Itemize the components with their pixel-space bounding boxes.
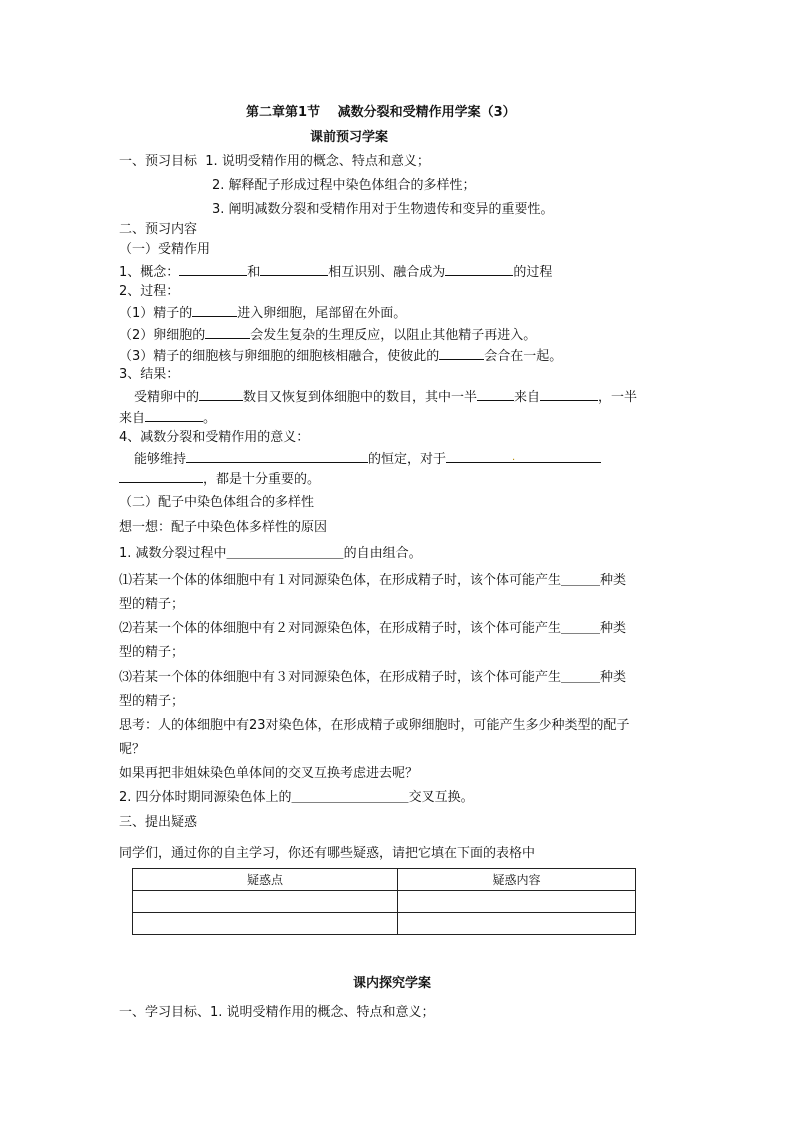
question-1-1-cont: 型的精子； bbox=[119, 597, 185, 612]
preview-goals bbox=[119, 153, 430, 171]
result-line-1 bbox=[134, 387, 637, 407]
question-text: 交叉互换。 bbox=[408, 790, 474, 805]
step-text: （3）精子的细胞核与卵细胞的细胞核相融合，使彼此的 bbox=[119, 349, 440, 364]
fill-blank[interactable] bbox=[540, 387, 598, 401]
questions-heading: 三、提出疑惑 bbox=[119, 815, 198, 830]
fill-blank[interactable]: ＿＿＿＿＿＿＿＿＿ bbox=[226, 546, 344, 561]
table-cell[interactable] bbox=[398, 891, 636, 913]
step-text: 会发生复杂的生理反应，以阻止其他精子再进入。 bbox=[250, 328, 537, 343]
fill-blank[interactable] bbox=[119, 469, 203, 483]
fill-blank[interactable] bbox=[192, 303, 237, 317]
result-text: 。 bbox=[203, 411, 217, 426]
process-step-2 bbox=[119, 325, 536, 345]
meaning-text: ，都是十分重要的。 bbox=[203, 472, 321, 487]
fill-blank[interactable] bbox=[260, 262, 328, 276]
fill-blank[interactable] bbox=[446, 449, 601, 463]
question-1-2 bbox=[119, 620, 626, 638]
result-line-2 bbox=[119, 408, 216, 428]
question-text: 1. 减数分裂过程中 bbox=[119, 546, 227, 561]
fill-blank[interactable] bbox=[205, 325, 250, 339]
fill-blank[interactable] bbox=[477, 387, 514, 401]
goal-2: 2. 解释配子形成过程中染色体组合的多样性； bbox=[212, 178, 476, 193]
goal-1: 1. 说明受精作用的概念、特点和意义； bbox=[205, 154, 430, 169]
fill-blank[interactable] bbox=[145, 408, 203, 422]
concept-text: 的过程 bbox=[513, 265, 553, 280]
table-cell[interactable] bbox=[133, 891, 398, 913]
fill-blank[interactable]: ＿＿＿＿＿＿＿＿＿ bbox=[291, 790, 409, 805]
meaning-text: 的恒定，对于 bbox=[368, 452, 447, 467]
process-step-1 bbox=[119, 303, 406, 323]
step-text: 进入卵细胞，尾部留在外面。 bbox=[237, 306, 407, 321]
learning-goals-heading: 一、学习目标、 bbox=[119, 1005, 211, 1020]
meaning-line-1 bbox=[134, 449, 601, 469]
question-1-3 bbox=[119, 669, 626, 687]
fertilization-heading: （一）受精作用 bbox=[119, 242, 211, 257]
doubts-table bbox=[132, 868, 636, 935]
concept-text: 和 bbox=[247, 265, 261, 280]
meaning-heading: 4、减数分裂和受精作用的意义： bbox=[119, 430, 310, 445]
step-text: 会合在一起。 bbox=[484, 349, 563, 364]
question-text: ⑴若某一个体的体细胞中有１对同源染色体，在形成精子时，该个体可能产生 bbox=[119, 573, 562, 588]
question-text: ⑶若某一个体的体细胞中有３对同源染色体，在形成精子时，该个体可能产生 bbox=[119, 670, 562, 685]
table-row bbox=[133, 913, 636, 935]
ponder-2: 如果再把非姐妹染色单体间的交叉互换考虑进去呢？ bbox=[119, 766, 419, 781]
question-text: 2. 四分体时期同源染色体上的 bbox=[119, 790, 292, 805]
question-text: 的自由组合。 bbox=[343, 546, 422, 561]
question-text: 种类 bbox=[600, 573, 627, 588]
concept-line bbox=[119, 262, 552, 282]
result-text: 来自 bbox=[119, 411, 146, 426]
meaning-line-2 bbox=[119, 469, 320, 489]
table-cell[interactable] bbox=[133, 913, 398, 935]
preview-content-heading: 二、预习内容 bbox=[119, 222, 198, 237]
question-1-2-cont: 型的精子； bbox=[119, 645, 185, 660]
question-1-3-cont: 型的精子； bbox=[119, 694, 185, 709]
section-title-inclass: 课内探究学案 bbox=[353, 976, 432, 991]
section-title-preview: 课前预习学案 bbox=[310, 130, 389, 145]
questions-intro: 同学们，通过你的自主学习，你还有哪些疑惑，请把它填在下面的表格中 bbox=[119, 846, 536, 861]
question-text: ⑵若某一个体的体细胞中有２对同源染色体，在形成精子时，该个体可能产生 bbox=[119, 621, 562, 636]
result-text: 来自 bbox=[514, 390, 541, 405]
stray-mark: . bbox=[512, 452, 516, 463]
goal-3: 3. 阐明减数分裂和受精作用对于生物遗传和变异的重要性。 bbox=[212, 202, 554, 217]
fill-blank[interactable]: ＿＿＿ bbox=[561, 670, 601, 685]
result-text: ，一半 bbox=[598, 390, 638, 405]
fill-blank[interactable] bbox=[439, 346, 484, 360]
question-2 bbox=[119, 789, 474, 807]
learning-goal-1: 1. 说明受精作用的概念、特点和意义； bbox=[210, 1005, 435, 1020]
ponder-1-cont: 呢？ bbox=[119, 742, 146, 757]
think-prompt: 想一想：配子中染色体多样性的原因 bbox=[119, 520, 328, 535]
step-text: （1）精子的 bbox=[119, 306, 193, 321]
fill-blank[interactable]: ＿＿＿ bbox=[561, 573, 601, 588]
result-heading: 3、结果： bbox=[119, 367, 180, 382]
question-text: 种类 bbox=[600, 670, 627, 685]
concept-label: 1、概念： bbox=[119, 265, 180, 280]
table-row bbox=[133, 891, 636, 913]
gamete-diversity-heading: （二）配子中染色体组合的多样性 bbox=[119, 495, 315, 510]
question-1 bbox=[119, 545, 422, 563]
table-header-doubt-point: 疑惑点 bbox=[133, 869, 398, 891]
question-text: 种类 bbox=[600, 621, 627, 636]
fill-blank[interactable] bbox=[186, 449, 368, 463]
process-step-3 bbox=[119, 346, 562, 366]
concept-text: 相互识别、融合成为 bbox=[328, 265, 446, 280]
meaning-text: 能够维持 bbox=[134, 452, 187, 467]
step-text: （2）卵细胞的 bbox=[119, 328, 206, 343]
table-cell[interactable] bbox=[398, 913, 636, 935]
fill-blank[interactable] bbox=[179, 262, 247, 276]
fill-blank[interactable] bbox=[445, 262, 513, 276]
result-text: 受精卵中的 bbox=[134, 390, 200, 405]
process-heading: 2、过程： bbox=[119, 284, 180, 299]
fill-blank[interactable] bbox=[199, 387, 243, 401]
question-1-1 bbox=[119, 572, 626, 590]
table-header-row bbox=[133, 869, 636, 891]
learning-goals bbox=[119, 1004, 435, 1022]
ponder-1: 思考：人的体细胞中有23对染色体，在形成精子或卵细胞时，可能产生多少种类型的配子 bbox=[119, 718, 630, 733]
result-text: 数目又恢复到体细胞中的数目，其中一半 bbox=[243, 390, 478, 405]
fill-blank[interactable]: ＿＿＿ bbox=[561, 621, 601, 636]
page-title: 第二章第1节 减数分裂和受精作用学案（3） bbox=[246, 105, 516, 120]
preview-goals-heading: 一、预习目标 bbox=[119, 154, 198, 169]
table-header-doubt-content: 疑惑内容 bbox=[398, 869, 636, 891]
